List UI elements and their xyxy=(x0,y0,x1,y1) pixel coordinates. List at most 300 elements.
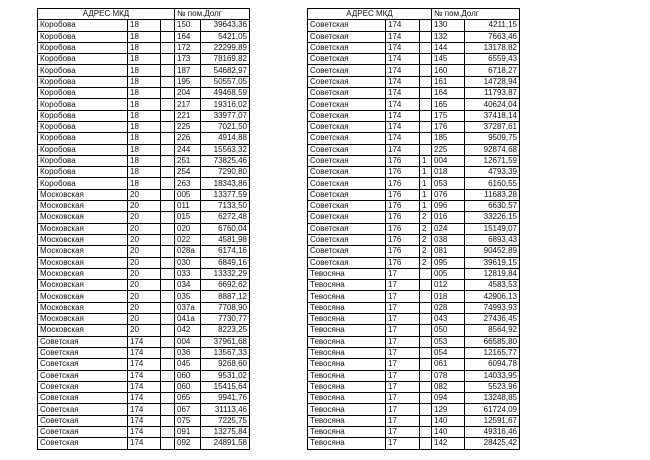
building-cell xyxy=(161,99,175,110)
building-cell xyxy=(161,404,175,415)
apartment-cell: 150 xyxy=(175,20,201,31)
debt-cell: 6160,55 xyxy=(465,178,520,189)
street-cell: Советская xyxy=(38,347,128,358)
table-row xyxy=(308,426,520,437)
street-cell: Коробова xyxy=(38,110,128,121)
table-row xyxy=(308,167,520,178)
debt-cell: 39619,15 xyxy=(465,257,520,268)
debt-cell: 4581,98 xyxy=(201,234,250,245)
debt-table-left xyxy=(37,8,250,450)
apartment-cell: 038 xyxy=(432,234,465,245)
street-cell: Советская xyxy=(308,167,386,178)
street-cell: Тевосяна xyxy=(308,359,386,370)
apartment-cell: 142 xyxy=(432,438,465,449)
apartment-cell: 132 xyxy=(432,31,465,42)
apartment-cell: 164 xyxy=(175,31,201,42)
debt-cell: 6893,43 xyxy=(465,234,520,245)
apartment-cell: 076 xyxy=(432,189,465,200)
house-cell: 174 xyxy=(386,42,420,53)
apartment-cell: 028 xyxy=(432,302,465,313)
building-cell xyxy=(161,155,175,166)
street-cell: Тевосяна xyxy=(308,325,386,336)
apartment-cell: 022 xyxy=(175,234,201,245)
debt-cell: 6718,27 xyxy=(465,65,520,76)
street-cell: Советская xyxy=(308,178,386,189)
debt-cell: 54682,97 xyxy=(201,65,250,76)
street-cell: Советская xyxy=(38,359,128,370)
building-cell xyxy=(161,246,175,257)
building-cell xyxy=(161,280,175,291)
debt-cell: 24891,58 xyxy=(201,438,250,449)
house-cell: 20 xyxy=(128,234,161,245)
debt-cell: 31113,46 xyxy=(201,404,250,415)
building-cell xyxy=(420,302,432,313)
house-cell: 17 xyxy=(386,280,420,291)
debt-cell: 66585,80 xyxy=(465,336,520,347)
apartment-cell: 092 xyxy=(175,438,201,449)
house-cell: 17 xyxy=(386,426,420,437)
table-row xyxy=(38,257,250,268)
house-cell: 174 xyxy=(128,426,161,437)
building-cell xyxy=(420,31,432,42)
apartment-cell: 175 xyxy=(432,110,465,121)
house-cell: 17 xyxy=(386,404,420,415)
table-row xyxy=(38,178,250,189)
building-cell xyxy=(161,54,175,65)
debt-cell: 14033,95 xyxy=(465,370,520,381)
house-cell: 174 xyxy=(128,438,161,449)
street-cell: Московская xyxy=(38,280,128,291)
debt-cell: 9941,76 xyxy=(201,393,250,404)
apartment-cell: 091 xyxy=(175,426,201,437)
house-cell: 17 xyxy=(386,336,420,347)
apartment-cell: 020 xyxy=(175,223,201,234)
table-row xyxy=(308,325,520,336)
pom-debt-header xyxy=(432,9,520,20)
debt-cell: 37418,14 xyxy=(465,110,520,121)
header-row xyxy=(38,9,250,20)
apartment-cell: 065 xyxy=(175,393,201,404)
house-cell: 176 xyxy=(386,234,420,245)
apartment-cell: 225 xyxy=(175,121,201,132)
apartment-cell: 030 xyxy=(175,257,201,268)
building-cell xyxy=(161,201,175,212)
street-cell: Коробова xyxy=(38,99,128,110)
building-cell xyxy=(161,234,175,245)
table-row xyxy=(38,99,250,110)
street-cell: Тевосяна xyxy=(308,404,386,415)
building-cell: 1 xyxy=(420,178,432,189)
house-cell: 17 xyxy=(386,438,420,449)
house-cell: 20 xyxy=(128,201,161,212)
table-row xyxy=(308,381,520,392)
table-row xyxy=(308,246,520,257)
building-cell xyxy=(161,88,175,99)
apartment-cell: 225 xyxy=(432,144,465,155)
street-cell: Московская xyxy=(38,212,128,223)
debt-cell: 9531,02 xyxy=(201,370,250,381)
street-cell: Советская xyxy=(38,438,128,449)
building-cell xyxy=(161,167,175,178)
building-cell xyxy=(420,54,432,65)
house-cell: 174 xyxy=(128,370,161,381)
house-cell: 18 xyxy=(128,99,161,110)
building-cell xyxy=(420,415,432,426)
table-row xyxy=(308,370,520,381)
street-cell: Московская xyxy=(38,257,128,268)
house-cell: 17 xyxy=(386,393,420,404)
apartment-cell: 067 xyxy=(175,404,201,415)
table-row xyxy=(38,201,250,212)
table-row xyxy=(38,359,250,370)
apartment-cell: 045 xyxy=(175,359,201,370)
debt-cell: 5421,05 xyxy=(201,31,250,42)
apartment-cell: 037а xyxy=(175,302,201,313)
apartment-cell: 075 xyxy=(175,415,201,426)
debt-cell: 33977,07 xyxy=(201,110,250,121)
building-cell xyxy=(161,133,175,144)
apartment-cell: 176 xyxy=(432,121,465,132)
apartment-cell: 028а xyxy=(175,246,201,257)
house-cell: 18 xyxy=(128,20,161,31)
building-cell xyxy=(161,121,175,132)
apartment-cell: 053 xyxy=(432,336,465,347)
debt-cell: 6849,16 xyxy=(201,257,250,268)
apartment-cell: 004 xyxy=(432,155,465,166)
house-cell: 20 xyxy=(128,189,161,200)
building-cell xyxy=(161,65,175,76)
apartment-cell: 036 xyxy=(175,347,201,358)
apartment-cell: 016 xyxy=(432,212,465,223)
house-cell: 20 xyxy=(128,314,161,325)
house-cell: 174 xyxy=(128,404,161,415)
house-cell: 174 xyxy=(386,20,420,31)
street-cell: Тевосяна xyxy=(308,370,386,381)
apartment-cell: 005 xyxy=(175,189,201,200)
apartment-cell: 161 xyxy=(432,76,465,87)
street-cell: Коробова xyxy=(38,88,128,99)
table-row xyxy=(308,393,520,404)
street-cell: Коробова xyxy=(38,121,128,132)
building-cell xyxy=(161,144,175,155)
table-row xyxy=(38,31,250,42)
street-cell: Советская xyxy=(308,257,386,268)
table-row xyxy=(308,280,520,291)
house-cell: 174 xyxy=(386,31,420,42)
debt-cell: 15415,64 xyxy=(201,381,250,392)
apartment-cell: 024 xyxy=(432,223,465,234)
apartment-cell: 221 xyxy=(175,110,201,121)
table-row xyxy=(38,212,250,223)
house-cell: 174 xyxy=(128,336,161,347)
street-cell: Московская xyxy=(38,302,128,313)
street-cell: Советская xyxy=(308,133,386,144)
debt-cell: 42906,13 xyxy=(465,291,520,302)
table-row xyxy=(38,415,250,426)
apartment-cell: 005 xyxy=(432,268,465,279)
street-cell: Тевосяна xyxy=(308,336,386,347)
debt-cell: 7708,90 xyxy=(201,302,250,313)
house-cell: 18 xyxy=(128,155,161,166)
apartment-cell: 204 xyxy=(175,88,201,99)
debt-cell: 11683,28 xyxy=(465,189,520,200)
house-cell: 20 xyxy=(128,291,161,302)
apartment-cell: 164 xyxy=(432,88,465,99)
house-cell: 174 xyxy=(386,144,420,155)
apartment-cell: 254 xyxy=(175,167,201,178)
building-cell xyxy=(161,415,175,426)
table-row xyxy=(308,359,520,370)
debt-cell: 28425,42 xyxy=(465,438,520,449)
table-row xyxy=(38,121,250,132)
apartment-cell: 012 xyxy=(432,280,465,291)
apartment-cell: 129 xyxy=(432,404,465,415)
debt-cell: 18343,86 xyxy=(201,178,250,189)
table-row xyxy=(308,99,520,110)
table-row xyxy=(308,268,520,279)
table-row xyxy=(38,246,250,257)
debt-cell: 90452,89 xyxy=(465,246,520,257)
street-cell: Тевосяна xyxy=(308,381,386,392)
apartment-cell: 263 xyxy=(175,178,201,189)
building-cell xyxy=(420,76,432,87)
table-row xyxy=(308,110,520,121)
table-row xyxy=(38,223,250,234)
table-row xyxy=(38,404,250,415)
debt-cell: 39643,36 xyxy=(201,20,250,31)
street-cell: Советская xyxy=(308,189,386,200)
apartment-cell: 035 xyxy=(175,291,201,302)
building-cell xyxy=(161,370,175,381)
apartment-cell: 140 xyxy=(432,415,465,426)
table-row xyxy=(38,76,250,87)
apartment-cell: 060 xyxy=(175,370,201,381)
debt-cell: 6630,57 xyxy=(465,201,520,212)
house-cell: 20 xyxy=(128,212,161,223)
house-cell: 18 xyxy=(128,76,161,87)
table-row xyxy=(38,155,250,166)
house-cell: 176 xyxy=(386,189,420,200)
debt-cell: 13248,85 xyxy=(465,393,520,404)
house-cell: 176 xyxy=(386,178,420,189)
apartment-cell: 015 xyxy=(175,212,201,223)
street-cell: Советская xyxy=(308,234,386,245)
street-cell: Советская xyxy=(308,223,386,234)
apartment-cell: 244 xyxy=(175,144,201,155)
table-row xyxy=(308,257,520,268)
house-cell: 18 xyxy=(128,178,161,189)
table-row xyxy=(38,347,250,358)
apartment-cell: 185 xyxy=(432,133,465,144)
apartment-cell: 144 xyxy=(432,42,465,53)
house-cell: 174 xyxy=(128,381,161,392)
street-cell: Коробова xyxy=(38,20,128,31)
building-cell xyxy=(161,393,175,404)
debt-cell: 13275,84 xyxy=(201,426,250,437)
house-cell: 18 xyxy=(128,88,161,99)
apartment-cell: 095 xyxy=(432,257,465,268)
pom-header: № пом. xyxy=(177,9,205,19)
building-cell: 2 xyxy=(420,223,432,234)
house-cell: 174 xyxy=(128,359,161,370)
building-cell xyxy=(161,426,175,437)
debt-cell: 40624,04 xyxy=(465,99,520,110)
street-cell: Советская xyxy=(38,370,128,381)
street-cell: Советская xyxy=(308,144,386,155)
building-cell xyxy=(420,393,432,404)
table-row xyxy=(38,426,250,437)
table-row xyxy=(38,167,250,178)
street-cell: Тевосяна xyxy=(308,347,386,358)
house-cell: 17 xyxy=(386,347,420,358)
table-row xyxy=(38,325,250,336)
debt-cell: 33226,15 xyxy=(465,212,520,223)
debt-table-right xyxy=(307,8,520,450)
apartment-cell: 060 xyxy=(175,381,201,392)
debt-cell: 8564,92 xyxy=(465,325,520,336)
street-cell: Советская xyxy=(308,54,386,65)
house-cell: 176 xyxy=(386,155,420,166)
building-cell xyxy=(420,42,432,53)
building-cell xyxy=(420,359,432,370)
table-row xyxy=(308,189,520,200)
building-cell: 2 xyxy=(420,212,432,223)
building-cell xyxy=(420,381,432,392)
house-cell: 20 xyxy=(128,325,161,336)
debt-header: Долг xyxy=(204,9,222,19)
table-row xyxy=(38,336,250,347)
building-cell xyxy=(420,404,432,415)
street-cell: Советская xyxy=(308,201,386,212)
house-cell: 18 xyxy=(128,65,161,76)
table-row xyxy=(38,291,250,302)
table-row xyxy=(38,189,250,200)
house-cell: 20 xyxy=(128,246,161,257)
apartment-cell: 082 xyxy=(432,381,465,392)
table-row xyxy=(308,133,520,144)
building-cell xyxy=(420,438,432,449)
street-cell: Тевосяна xyxy=(308,302,386,313)
street-cell: Советская xyxy=(308,110,386,121)
table-row xyxy=(308,291,520,302)
building-cell xyxy=(420,88,432,99)
street-cell: Коробова xyxy=(38,65,128,76)
street-cell: Советская xyxy=(308,212,386,223)
table-row xyxy=(308,201,520,212)
street-cell: Советская xyxy=(38,393,128,404)
debt-cell: 4211,15 xyxy=(465,20,520,31)
house-cell: 176 xyxy=(386,246,420,257)
house-cell: 174 xyxy=(386,121,420,132)
table-row xyxy=(308,415,520,426)
house-cell: 17 xyxy=(386,370,420,381)
house-cell: 17 xyxy=(386,359,420,370)
pom-header: № пом. xyxy=(434,9,462,19)
street-cell: Тевосяна xyxy=(308,415,386,426)
house-cell: 176 xyxy=(386,201,420,212)
table-row xyxy=(308,65,520,76)
street-cell: Советская xyxy=(308,42,386,53)
apartment-cell: 140 xyxy=(432,426,465,437)
debt-cell: 13178,82 xyxy=(465,42,520,53)
building-cell xyxy=(161,347,175,358)
building-cell xyxy=(420,144,432,155)
building-cell xyxy=(420,110,432,121)
debt-cell: 6692,62 xyxy=(201,280,250,291)
house-cell: 17 xyxy=(386,381,420,392)
house-cell: 18 xyxy=(128,167,161,178)
table-row xyxy=(38,280,250,291)
table-row xyxy=(308,20,520,31)
debt-cell: 15563,32 xyxy=(201,144,250,155)
street-cell: Советская xyxy=(308,155,386,166)
table-row xyxy=(38,20,250,31)
apartment-cell: 043 xyxy=(432,314,465,325)
debt-cell: 7663,46 xyxy=(465,31,520,42)
street-cell: Советская xyxy=(308,88,386,99)
debt-cell: 4793,39 xyxy=(465,167,520,178)
table-row xyxy=(308,54,520,65)
apartment-cell: 081 xyxy=(432,246,465,257)
building-cell xyxy=(161,178,175,189)
apartment-cell: 251 xyxy=(175,155,201,166)
building-cell: 1 xyxy=(420,189,432,200)
building-cell xyxy=(420,121,432,132)
apartment-cell: 018 xyxy=(432,167,465,178)
debt-cell: 13377,59 xyxy=(201,189,250,200)
house-cell: 174 xyxy=(128,347,161,358)
building-cell xyxy=(420,268,432,279)
table-row xyxy=(38,234,250,245)
table-row xyxy=(308,438,520,449)
house-cell: 18 xyxy=(128,54,161,65)
street-cell: Тевосяна xyxy=(308,314,386,325)
building-cell xyxy=(420,291,432,302)
debt-cell: 61724,09 xyxy=(465,404,520,415)
street-cell: Московская xyxy=(38,201,128,212)
debt-cell: 12671,59 xyxy=(465,155,520,166)
apartment-cell: 165 xyxy=(432,99,465,110)
street-cell: Тевосяна xyxy=(308,268,386,279)
debt-cell: 8887,12 xyxy=(201,291,250,302)
address-header: АДРЕС МКД xyxy=(308,9,432,20)
building-cell xyxy=(420,280,432,291)
table-row xyxy=(308,121,520,132)
street-cell: Советская xyxy=(308,99,386,110)
debt-cell: 27436,45 xyxy=(465,314,520,325)
debt-cell: 22299,89 xyxy=(201,42,250,53)
debt-cell: 6272,48 xyxy=(201,212,250,223)
house-cell: 18 xyxy=(128,31,161,42)
building-cell xyxy=(420,370,432,381)
table-row xyxy=(308,404,520,415)
building-cell xyxy=(420,426,432,437)
table-row xyxy=(308,302,520,313)
house-cell: 174 xyxy=(128,415,161,426)
house-cell: 176 xyxy=(386,257,420,268)
apartment-cell: 011 xyxy=(175,201,201,212)
debt-cell: 92874,68 xyxy=(465,144,520,155)
street-cell: Тевосяна xyxy=(308,426,386,437)
street-cell: Коробова xyxy=(38,54,128,65)
building-cell xyxy=(161,20,175,31)
building-cell xyxy=(420,347,432,358)
table-row xyxy=(38,393,250,404)
house-cell: 20 xyxy=(128,268,161,279)
apartment-cell: 054 xyxy=(432,347,465,358)
address-header: АДРЕС МКД xyxy=(38,9,175,20)
debt-cell: 14728,94 xyxy=(465,76,520,87)
